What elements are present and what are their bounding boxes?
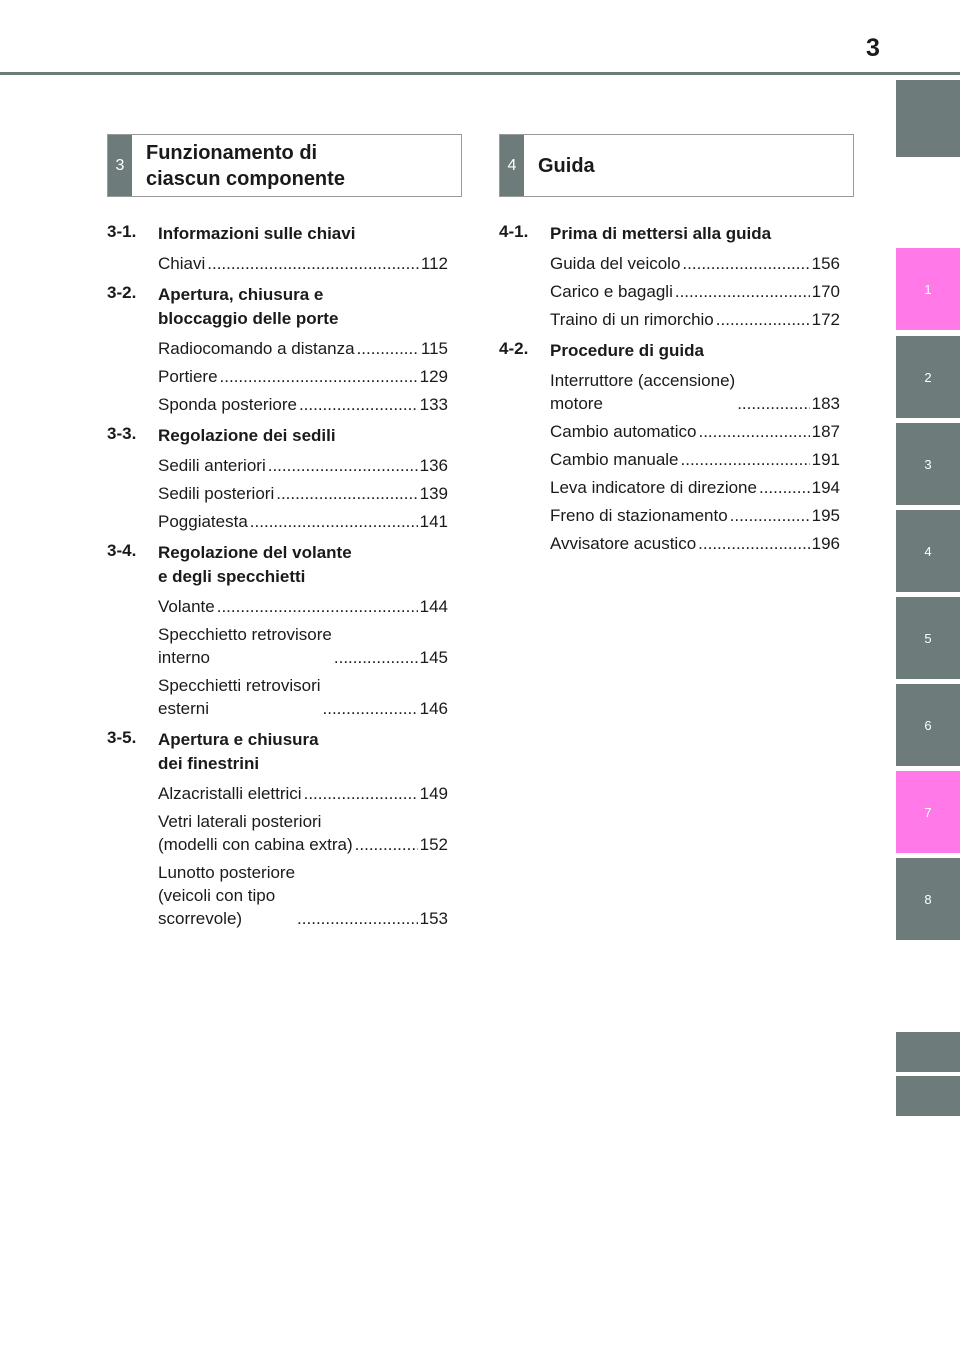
entry-text: Sedili anteriori bbox=[158, 456, 266, 475]
dot-leader bbox=[297, 907, 418, 930]
subsection-number: 4-1. bbox=[499, 222, 529, 241]
entry-page-number: 196 bbox=[811, 534, 840, 553]
dot-leader bbox=[355, 833, 418, 856]
dot-leader bbox=[737, 392, 809, 415]
subsection-title: Prima di mettersi alla guida bbox=[550, 224, 772, 243]
entry-page-number: 170 bbox=[811, 282, 840, 301]
entry-text: Traino di un rimorchio bbox=[550, 310, 714, 329]
toc-entry[interactable] bbox=[107, 337, 448, 360]
toc-entry[interactable] bbox=[499, 420, 840, 443]
dot-leader bbox=[323, 697, 418, 720]
section-number: 3 bbox=[108, 135, 132, 196]
section-header-3 bbox=[107, 134, 462, 197]
entry-text: Poggiatesta bbox=[158, 512, 248, 531]
entry-text: Radiocomando a distanza bbox=[158, 339, 355, 358]
dot-leader bbox=[217, 595, 418, 618]
entry-page-number: 194 bbox=[811, 478, 840, 497]
entry-page-number: 172 bbox=[811, 310, 840, 329]
page-number: 3 bbox=[866, 34, 880, 62]
entry-page-number: 129 bbox=[419, 367, 448, 386]
toc-column-left bbox=[107, 222, 448, 938]
entry-page-number: 152 bbox=[419, 835, 448, 854]
toc-subsection bbox=[107, 728, 448, 930]
toc-entry[interactable] bbox=[499, 448, 840, 471]
entry-text: Interruttore (accensione) motore bbox=[550, 371, 736, 413]
toc-entry[interactable] bbox=[499, 308, 840, 331]
dot-leader bbox=[207, 252, 419, 275]
dot-leader bbox=[220, 365, 418, 388]
subsection-heading[interactable] bbox=[499, 222, 840, 246]
toc-entry[interactable] bbox=[107, 782, 448, 805]
subsection-heading[interactable] bbox=[107, 728, 448, 776]
toc-entry[interactable] bbox=[107, 595, 448, 618]
toc-entry[interactable] bbox=[499, 532, 840, 555]
entry-page-number: 183 bbox=[811, 394, 840, 413]
entry-page-number: 139 bbox=[419, 484, 448, 503]
chapter-tab-3[interactable]: 3 bbox=[896, 423, 960, 505]
chapter-tab-8[interactable]: 8 bbox=[896, 858, 960, 940]
subsection-title: Regolazione del volante e degli specchietti bbox=[158, 543, 352, 586]
chapter-tab-2[interactable]: 2 bbox=[896, 336, 960, 418]
toc-entry[interactable] bbox=[107, 454, 448, 477]
dot-leader bbox=[681, 448, 810, 471]
entry-page-number: 133 bbox=[419, 395, 448, 414]
toc-entry[interactable] bbox=[107, 510, 448, 533]
subsection-number: 3-3. bbox=[107, 424, 137, 443]
toc-subsection bbox=[107, 541, 448, 720]
entry-text: Portiere bbox=[158, 367, 218, 386]
toc-entry[interactable] bbox=[499, 504, 840, 527]
entry-text: Leva indicatore di direzione bbox=[550, 478, 757, 497]
section-header-4 bbox=[499, 134, 854, 197]
entry-text: Freno di stazionamento bbox=[550, 506, 728, 525]
toc-subsection bbox=[107, 283, 448, 416]
dot-leader bbox=[759, 476, 810, 499]
subsection-title: Apertura, chiusura e bloccaggio delle porte bbox=[158, 285, 339, 328]
subsection-title: Procedure di guida bbox=[550, 341, 704, 360]
entry-text: Chiavi bbox=[158, 254, 206, 273]
dot-leader bbox=[304, 782, 418, 805]
toc-entry[interactable] bbox=[107, 482, 448, 505]
entry-page-number: 149 bbox=[419, 784, 448, 803]
entry-page-number: 153 bbox=[419, 909, 448, 928]
subsection-number: 4-2. bbox=[499, 339, 529, 358]
entry-text: Alzacristalli elettrici bbox=[158, 784, 302, 803]
section-title: Guida bbox=[538, 154, 595, 177]
entry-page-number: 146 bbox=[419, 699, 448, 718]
subsection-heading[interactable] bbox=[107, 222, 448, 246]
top-rule bbox=[0, 72, 960, 75]
chapter-tab-4[interactable]: 4 bbox=[896, 510, 960, 592]
chapter-tab-6[interactable]: 6 bbox=[896, 684, 960, 766]
entry-text: Avvisatore acustico bbox=[550, 534, 697, 553]
toc-entry[interactable] bbox=[107, 674, 448, 720]
entry-text: Cambio automatico bbox=[550, 422, 697, 441]
subsection-heading[interactable] bbox=[499, 339, 840, 363]
section-number: 4 bbox=[500, 135, 524, 196]
toc-entry[interactable] bbox=[107, 365, 448, 388]
dot-leader bbox=[276, 482, 417, 505]
entry-page-number: 195 bbox=[811, 506, 840, 525]
subsection-title: Apertura e chiusura dei finestrini bbox=[158, 730, 319, 773]
entry-page-number: 141 bbox=[419, 512, 448, 531]
subsection-heading[interactable] bbox=[107, 424, 448, 448]
toc-subsection bbox=[499, 339, 840, 555]
toc-entry[interactable] bbox=[499, 476, 840, 499]
dot-leader bbox=[250, 510, 418, 533]
entry-text: Vetri laterali posteriori (modelli con cabina extra) bbox=[158, 812, 353, 854]
toc-entry[interactable] bbox=[107, 252, 448, 275]
toc-entry[interactable] bbox=[107, 861, 448, 930]
entry-text: Cambio manuale bbox=[550, 450, 679, 469]
entry-page-number: 156 bbox=[811, 254, 840, 273]
subsection-title: Regolazione dei sedili bbox=[158, 426, 336, 445]
entry-page-number: 145 bbox=[419, 648, 448, 667]
entry-text: Carico e bagagli bbox=[550, 282, 673, 301]
dot-leader bbox=[299, 393, 418, 416]
dot-leader bbox=[675, 280, 810, 303]
dot-leader bbox=[698, 420, 809, 443]
toc-subsection bbox=[499, 222, 840, 331]
toc-entry[interactable] bbox=[107, 393, 448, 416]
toc-subsection bbox=[107, 424, 448, 533]
toc-column-right bbox=[499, 222, 840, 563]
entry-page-number: 144 bbox=[419, 597, 448, 616]
dot-leader bbox=[730, 504, 810, 527]
subsection-number: 3-1. bbox=[107, 222, 137, 241]
chapter-tab-blank[interactable] bbox=[896, 1076, 960, 1116]
entry-text: Lunotto posteriore (veicoli con tipo scorrevole) bbox=[158, 863, 296, 928]
subsection-number: 3-5. bbox=[107, 728, 137, 747]
subsection-title: Informazioni sulle chiavi bbox=[158, 224, 356, 243]
dot-leader bbox=[268, 454, 418, 477]
toc-entry[interactable] bbox=[107, 623, 448, 669]
dot-leader bbox=[698, 532, 809, 555]
entry-page-number: 136 bbox=[419, 456, 448, 475]
entry-text: Sponda posteriore bbox=[158, 395, 297, 414]
chapter-tab-1[interactable]: 1 bbox=[896, 248, 960, 330]
entry-text: Volante bbox=[158, 597, 215, 616]
toc-entry[interactable] bbox=[499, 369, 840, 415]
subsection-number: 3-2. bbox=[107, 283, 137, 302]
entry-page-number: 115 bbox=[420, 339, 448, 358]
entry-text: Sedili posteriori bbox=[158, 484, 275, 503]
entry-text: Specchietto retrovisore interno bbox=[158, 625, 332, 667]
chapter-tab-5[interactable]: 5 bbox=[896, 597, 960, 679]
entry-page-number: 112 bbox=[420, 254, 448, 273]
chapter-tab-7[interactable]: 7 bbox=[896, 771, 960, 853]
toc-entry[interactable] bbox=[499, 280, 840, 303]
entry-page-number: 191 bbox=[811, 450, 840, 469]
subsection-number: 3-4. bbox=[107, 541, 137, 560]
section-title: Funzionamento di ciascun componente bbox=[146, 141, 345, 190]
toc-entry[interactable] bbox=[107, 810, 448, 856]
subsection-heading[interactable] bbox=[107, 283, 448, 331]
dot-leader bbox=[682, 252, 809, 275]
entry-text: Guida del veicolo bbox=[550, 254, 681, 273]
entry-text: Specchietti retrovisori esterni bbox=[158, 676, 321, 718]
toc-subsection bbox=[107, 222, 448, 275]
dot-leader bbox=[716, 308, 810, 331]
entry-page-number: 187 bbox=[811, 422, 840, 441]
toc-entry[interactable] bbox=[499, 252, 840, 275]
dot-leader bbox=[357, 337, 419, 360]
subsection-heading[interactable] bbox=[107, 541, 448, 589]
chapter-tab-blank[interactable] bbox=[896, 80, 960, 157]
chapter-tab-blank[interactable] bbox=[896, 1032, 960, 1072]
dot-leader bbox=[334, 646, 418, 669]
